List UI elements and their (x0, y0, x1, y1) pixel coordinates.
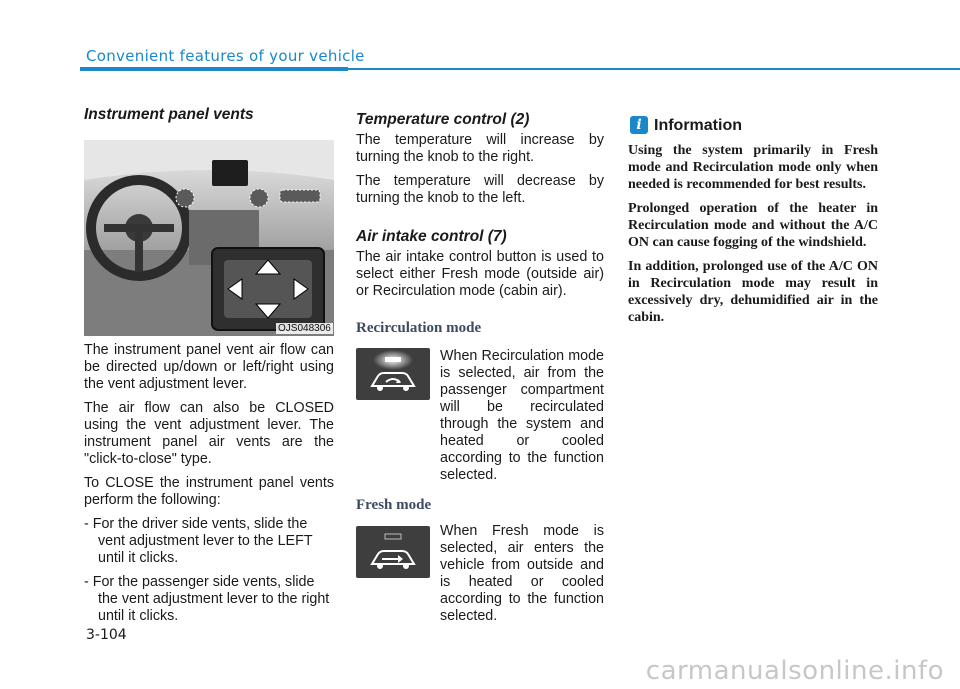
header-rule (348, 68, 960, 70)
information-paragraph-3: In addition, prolonged use of the A/C ON in Recirculation mode may result in excessively dry, dehumidified air in the cabin. (628, 259, 878, 325)
recirculation-mode-icon (356, 348, 430, 400)
watermark: carmanualsonline.info (645, 656, 944, 686)
fresh-mode-heading: Fresh mode (356, 497, 432, 513)
image-code-label: OJS048306 (278, 323, 331, 334)
information-title: Information (654, 117, 742, 134)
column-1-heading-wrap (84, 106, 334, 130)
column-1-body (84, 342, 334, 632)
air-intake-paragraph: The air intake control button is used to select either Fresh mode (outside air) or Recirculation mode (cabin air). (356, 249, 604, 299)
information-paragraph-1: Using the system primarily in Fresh mode and Recirculation mode only when needed is recommended for best results. (628, 143, 878, 192)
information-body (628, 142, 878, 333)
column-2-top (356, 111, 604, 214)
temperature-control-heading: Temperature control (2) (356, 111, 530, 128)
recirculation-mode-heading: Recirculation mode (356, 320, 482, 336)
fresh-mode-icon (356, 526, 430, 578)
vents-bullet-driver: - For the driver side vents, slide the vent adjustment lever to the LEFT until it clicks. (84, 516, 313, 566)
recirculation-mode-text: When Recirculation mode is selected, air from the passenger compartment will be recirculated through the system and heated or cooled according to the function selected. (440, 348, 604, 483)
vents-paragraph-1: The instrument panel vent air flow can be directed up/down or left/right using the vent adjustment lever. (84, 342, 334, 392)
column-2-air-intake (356, 228, 604, 307)
vents-paragraph-3: To CLOSE the instrument panel vents perform the following: (84, 475, 334, 508)
air-intake-heading: Air intake control (7) (356, 228, 507, 245)
fresh-mode-text: When Fresh mode is selected, air enters the vehicle from outside and is heated or cooled according to the function selected. (440, 523, 604, 624)
instrument-panel-vents-heading: Instrument panel vents (84, 106, 254, 123)
info-icon: i (630, 116, 648, 134)
temperature-paragraph-2: The temperature will decrease by turning the knob to the left. (356, 173, 604, 206)
vents-bullet-passenger: - For the passenger side vents, slide the vent adjustment lever to the right until it clicks. (84, 574, 330, 624)
temperature-paragraph-1: The temperature will increase by turning the knob to the right. (356, 132, 604, 165)
section-title: Convenient features of your vehicle (86, 47, 365, 65)
header-accent-bar (80, 67, 348, 71)
instrument-panel-photo (84, 140, 334, 336)
page-number: 3-104 (86, 627, 127, 643)
information-paragraph-2: Prolonged operation of the heater in Recirculation mode and without the A/C ON can cause fogging of the windshield. (628, 201, 878, 250)
vents-paragraph-2: The air flow can also be CLOSED using the vent adjustment lever. The instrument panel air vents are the "click-to-close" type. (84, 400, 334, 467)
